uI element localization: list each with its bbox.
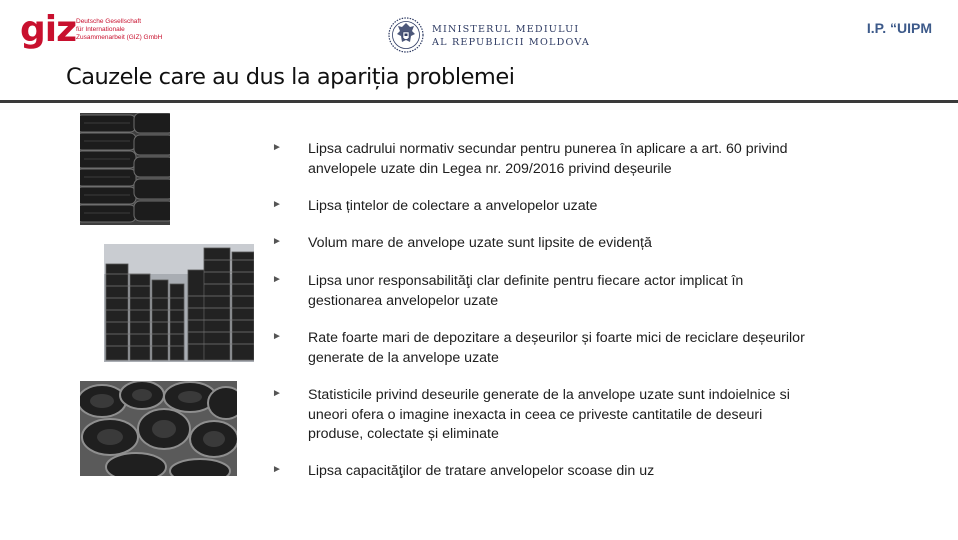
arrow-bullet-icon: ►: [272, 199, 282, 210]
title-divider: [0, 100, 958, 103]
list-item-text: [308, 386, 888, 445]
organization-label: I.P. “UIPM: [866, 20, 932, 36]
list-item-line: Lipsa cadrului normativ secundar pentru punerea în aplicare a art. 60 privind: [308, 141, 788, 157]
arrow-bullet-icon: ►: [272, 331, 282, 342]
giz-logo: [20, 9, 180, 50]
list-item-line: uneori ofera o imagine inexacta in ceea ce priveste cantitatile de deseuri: [308, 406, 763, 423]
arrow-bullet-icon: ►: [272, 464, 282, 475]
list-item-line: Lipsa capacităţilor de tratare anvelopelor scoase din uz: [308, 463, 655, 479]
list-item-line: Lipsa unor responsabilităţi clar definite pentru fiecare actor implicat în: [308, 273, 744, 289]
list-item-text: [308, 272, 888, 311]
tire-warehouse-photo: [104, 244, 254, 362]
list-item-line: generate de la anvelope uzate: [308, 349, 499, 366]
list-item-line: Rate foarte mari de depozitare a deșeurilor și foarte mici de reciclare deșeurilor: [308, 330, 805, 346]
list-item-line: Lipsa țintelor de colectare a anvelopelor uzate: [308, 198, 598, 214]
ministry-name-line: MINISTERUL MEDIULUI: [432, 24, 580, 35]
ministry-name-line: AL REPUBLICII MOLDOVA: [432, 37, 590, 48]
giz-name-line: Zusammenarbeit (GIZ) GmbH: [76, 33, 163, 41]
giz-wordmark: giz: [20, 9, 77, 50]
tire-stack-image: [80, 113, 170, 225]
slide-title: Cauzele care au dus la apariția problemei: [66, 64, 515, 90]
list-item-line: produse, colectate și eliminate: [308, 426, 499, 442]
list-item-line: anvelopele uzate din Legea nr. 209/2016 privind deșeurile: [308, 160, 672, 177]
tire-pile-photo: [80, 381, 237, 476]
giz-name-line: für Internationale: [76, 25, 125, 33]
list-item-text: [308, 140, 888, 179]
arrow-bullet-icon: ►: [272, 236, 282, 247]
list-item-text: [308, 462, 888, 482]
giz-name: [76, 18, 186, 41]
arrow-bullet-icon: ►: [272, 274, 282, 285]
list-item-line: Volum mare de anvelope uzate sunt lipsite de evidență: [308, 235, 652, 251]
list-item-line: Statisticile privind deseurile generate de la anvelope uzate sunt indoielnice si: [308, 387, 790, 403]
ministry-logo: [388, 14, 588, 58]
list-item-text: [308, 197, 888, 217]
list-item-text: [308, 329, 888, 368]
list-item-line: gestionarea anvelopelor uzate: [308, 292, 499, 309]
tire-warehouse-image: [104, 244, 254, 362]
giz-name-line: Deutsche Gesellschaft: [76, 18, 142, 25]
tire-stack-photo: [80, 113, 170, 225]
arrow-bullet-icon: ►: [272, 388, 282, 399]
list-item-text: [308, 234, 888, 254]
arrow-bullet-icon: ►: [272, 142, 282, 153]
ministry-name: [432, 23, 590, 49]
coat-of-arms-icon: [388, 14, 424, 56]
tire-pile-image: [80, 381, 237, 476]
